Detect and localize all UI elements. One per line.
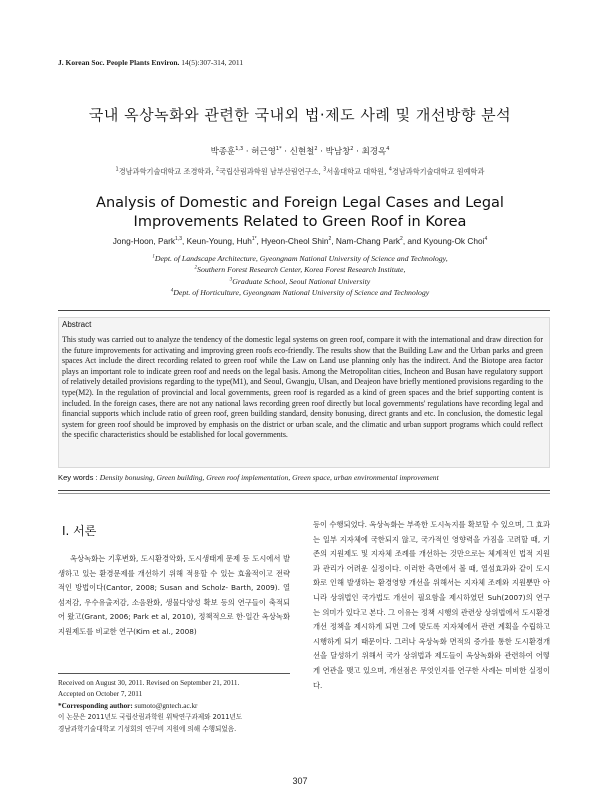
author-en: Nam-Chang Park (335, 236, 401, 246)
footnote-divider (58, 673, 290, 674)
korean-authors: 박종훈$^{1,3}$ · 허근영$^{1*}$ · 신현철$^2$ · 박남창$^2$ · 최경옥$^4$ (210, 146, 390, 157)
author-en: Keun-Young, Huh (186, 236, 252, 246)
divider (58, 310, 550, 311)
author-kr: 신현철 (289, 147, 315, 157)
received-date: Received on August 30, 2011. Revised on September 21, 2011. (58, 679, 240, 687)
author-email: sumoto@gntech.ac.kr (132, 701, 198, 710)
body-left-column: 옥상녹화는 기후변화, 도시환경악화, 도시생태계 문제 등 도시에서 발생하고 있는 환경문제를 개선하기 위해 적용할 수 있는 효율적이고 전략적인 방법이다(Cantor, 2008; Susan and Scholz- Barth, 2009). 열섬저감, 우수유출저감, 소음완화, 생물다양성 확보 등의 연구들이 축적되어 왔고(Grant, 2006; Park et al, 2010), 정책적으로 한·일간 옥상녹화 지원제도를 비교한 연구(Kim et al., 2008) (58, 554, 290, 636)
korean-affiliations: $^1$경남과학기술대학교 조경학과, $^2$국립산림과학원 남부산림연구소, $^3$서울대학교 대학원, $^4$경남과학기술대학교 원예학과 (115, 166, 485, 176)
affiliation-line: $^4$Dept. of Horticulture, Gyeongnam National University of Science and Technology (170, 288, 430, 298)
author-kr: 최경옥 (361, 147, 387, 157)
divider (58, 490, 550, 491)
author-en: Hyeon-Cheol Shin (261, 236, 329, 246)
keywords-label: Key words : (58, 473, 100, 482)
page-number: 307 (292, 776, 308, 786)
affiliation-line: $^2$Southern Forest Research Center, Korea Forest Research Institute, (194, 265, 406, 275)
author-en: Jong-Hoon, Park (112, 236, 176, 246)
affiliation-line: $^1$Dept. of Landscape Architecture, Gyeongnam National University of Science and Technology, (152, 254, 448, 263)
divider (58, 493, 550, 494)
author-en: Kyoung-Ok Choi (423, 236, 485, 246)
journal-name: J. Korean Soc. People Plants Environ. (58, 58, 180, 67)
section-heading: I. 서론 (62, 524, 97, 538)
english-affiliations (0, 253, 600, 299)
korean-title: 국내 옥상녹화와 관련한 국내외 법·제도 사례 및 개선방향 분석 (88, 106, 512, 124)
funding-note: 이 논문은 2011년도 국립산림과학원 위탁연구과제와 2011년도 (58, 713, 243, 722)
funding-note: 경남과학기술대학교 기성회의 연구비 지원에 의해 수행되었음. (58, 724, 237, 733)
keywords (58, 473, 550, 482)
keywords-text: Density bonusing, Green building, Green roof implementation, Green space, urban environmental improvement (99, 473, 439, 482)
accepted-date: Accepted on October 7, 2011 (58, 690, 143, 699)
author-kr: 박남창 (325, 147, 351, 157)
affiliation-line: $^3$Graduate School, Seoul National University (229, 276, 371, 286)
author-kr: 허근영 (251, 147, 276, 157)
footnotes (58, 678, 298, 735)
author-kr: 박종훈 (210, 147, 236, 157)
english-title: Analysis of Domestic and Foreign Legal Cases and Legal Improvements Related to Green Roof in Korea (96, 195, 504, 230)
corresponding-author: *Corresponding author: sumoto@gntech.ac.kr (58, 701, 198, 710)
journal-volume: 14(5):307-314, 2011 (181, 58, 244, 67)
abstract-text: This study was carried out to analyze the tendency of the domestic legal systems on green roof, compare it with the international and draw direction for the future improvements for activating and improving green roofs eco-friendly. The results show that the Building Law and the Urban parks and green spaces Act include the direct recording related to green roof while the Law on Land use planning only has the indirect. And the Biotope area factor plays an important role to indicate green roof and needs on the legal basis. Among the Metropolitan cities, Incheon and Busan have regulatory support of relatively detailed provisions regarding to the type(M1), and Seoul, Gwangju, Ulsan, and Deajeon have briefly mentioned provisions regarding to the type(M2). In the regulation of provincial and local governments, green roof is regarded as a kind of green spaces and the brief supporting content is included. In the foreign cases, there are not any national laws recording green roof directly but local governments' regulations have recording legal and financial supports which include ratio of green roof, green building standard, density bonusing, direct grants and etc. In conclusion, the domestic legal system for green roof should be improved by emphasis on the district or urban scale, and the climatic and urban support programs which could reflect the specific characteristics should be established for local governments. (62, 335, 543, 440)
english-authors: Jong-Hoon, Park$^{1,3}$, Keun-Young, Huh$^{1*}$, Hyeon-Cheol Shin$^2$, Nam-Chang Park$^2$, and Kyoung-Ok Choi$^4$ (112, 236, 488, 246)
body-right-column: 등이 수행되었다. 옥상녹화는 부족한 도시녹지를 확보할 수 있으며, 그 효과는 일부 지자체에 국한되지 않고, 국가적인 영향력을 가짐을 고려할 때, 기존의 지원제도 및 지자체 조례를 개선하는 것만으로는 체계적인 법적 지원과 관리가 어려운 실정이다. 이러한 측면에서 볼 때, 열섬효과와 같이 도시화로 인해 발생하는 환경영향 개선을 위해서는 지자체 조례와 지원뿐만 아니라 상위법인 국가법도 개선이 필요함을 제시하였던 Suh(2007)의 연구는 의미가 있다고 본다. 그 이유는 정책 시행의 관련상 상위법에서 도시환경개선 정책을 제시하게 되면 그에 맞도록 지자체에서 관련 계획을 수립하고 시행하게 되기 때문이다. 그러나 옥상녹화 면적의 증가를 통한 도시환경개선을 달성하기 위해서 국가 상위법과 제도들이 옥상녹화와 관련하여 어떻게 연관을 맺고 있으며, 개선점은 무엇인지를 연구한 사례는 미비한 실정이다. (313, 520, 550, 690)
journal-citation (58, 58, 243, 67)
abstract-heading: Abstract (62, 320, 92, 329)
